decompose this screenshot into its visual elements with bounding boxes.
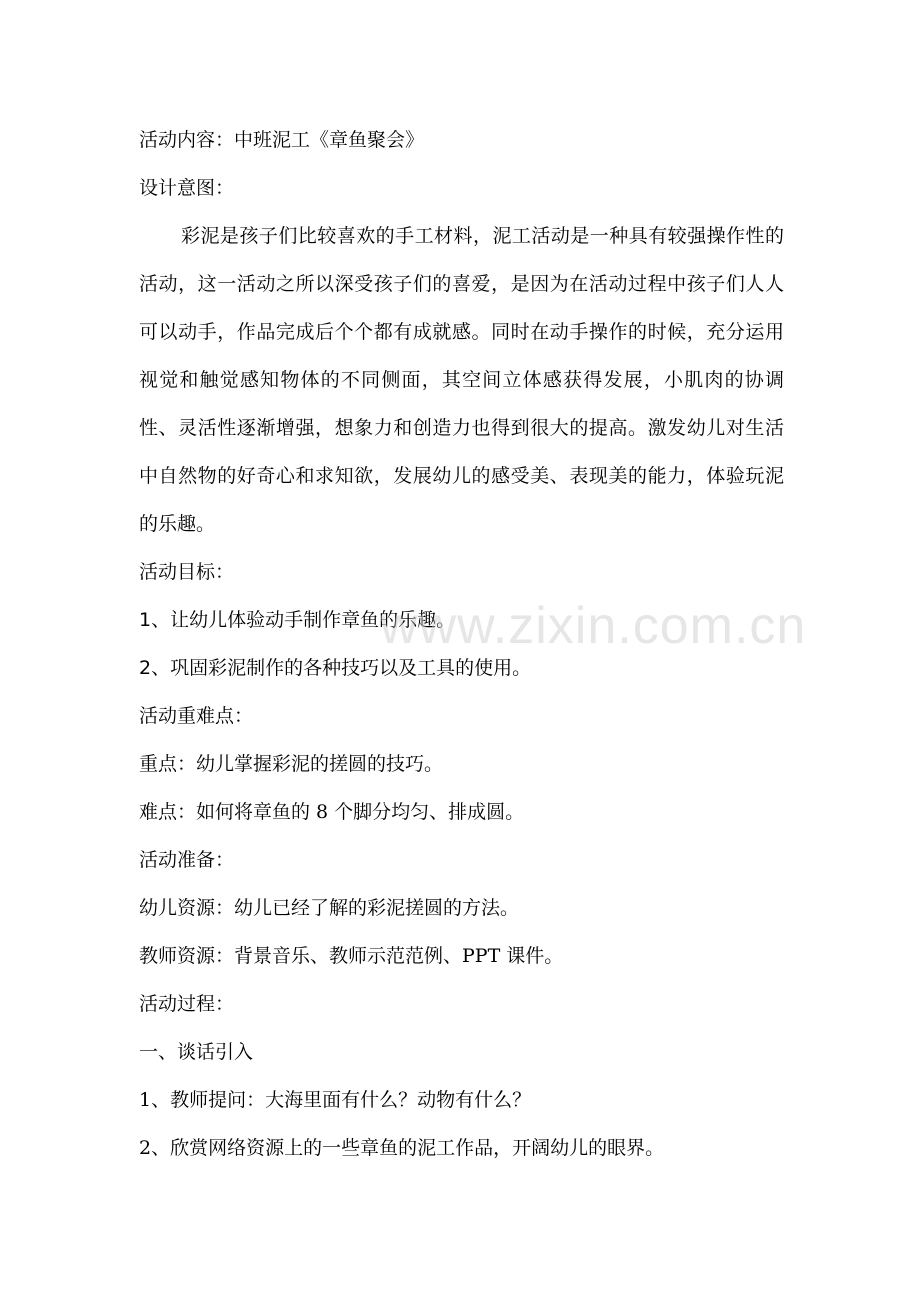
watermark: www.zixin.com.cn [380, 597, 807, 655]
goal-item-2: 2、巩固彩泥制作的各种技巧以及工具的使用。 [139, 657, 532, 679]
goals-heading: 活动目标： [139, 561, 235, 583]
step-item-1: 1、教师提问：大海里面有什么？动物有什么？ [139, 1089, 532, 1111]
key-point-line: 重点：幼儿掌握彩泥的搓圆的技巧。 [139, 753, 444, 775]
goal-item-1: 1、让幼儿体验动手制作章鱼的乐趣。 [139, 609, 456, 631]
preparation-heading: 活动准备： [139, 849, 235, 871]
key-points-heading: 活动重难点： [139, 705, 254, 727]
design-intent-paragraph: 彩泥是孩子们比较喜欢的手工材料，泥工活动是一种具有较强操作性的活动，这一活动之所以深受孩子们的喜爱，是因为在活动过程中孩子们人人可以动手，作品完成后个个都有成就感。同时在动手操作的时候，充分运用视觉和触觉感知物体的不同侧面，其空间立体感获得发展，小肌肉的协调性、灵活性逐渐增强，想象力和创造力也得到很大的提高。激发幼儿对生活中自然物的好奇心和求知欲，发展幼儿的感受美、表现美的能力，体验玩泥的乐趣。 [139, 225, 784, 535]
teacher-resources-line: 教师资源：背景音乐、教师示范范例、PPT 课件。 [139, 945, 564, 967]
document-body [139, 116, 784, 1172]
design-intent-heading: 设计意图： [139, 177, 235, 199]
step-heading-1: 一、谈话引入 [139, 1041, 254, 1063]
activity-content-line: 活动内容：中班泥工《章鱼聚会》 [139, 129, 425, 151]
step-item-2: 2、欣赏网络资源上的一些章鱼的泥工作品，开阔幼儿的眼界。 [139, 1137, 665, 1159]
child-resources-line: 幼儿资源：幼儿已经了解的彩泥搓圆的方法。 [139, 897, 520, 919]
process-heading: 活动过程： [139, 993, 235, 1015]
difficult-point-line: 难点：如何将章鱼的 8 个脚分均匀、排成圆。 [139, 801, 525, 823]
